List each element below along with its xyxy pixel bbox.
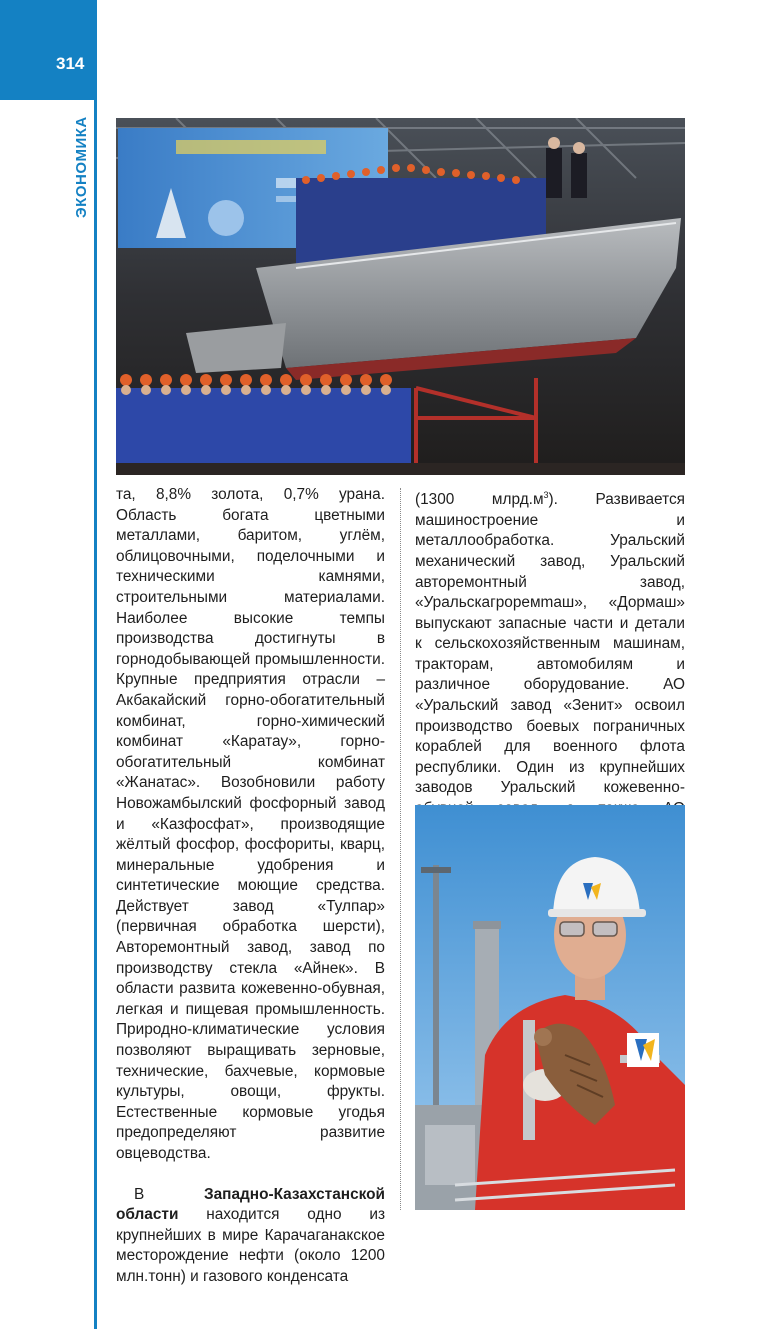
paragraph-2-prefix: В [134, 1185, 204, 1203]
left-paragraph-1: та, 8,8% золота, 0,7% урана. Область богата цветными металлами, баритом, углём, облицовочными, поделочными и техническими камнями, строительными материалами. Наиболее высокие темпы производства достигнуты в горнодобывающей промышленности. Крупные предприятия отрасли – Акбакайский горно-обогатительный комбинат, горно-химический комбинат «Каратау», горно-обогатительный комбинат «Жанатас». Возобновили работу Новожамбылский фосфорный завод и «Казфосфат», производящие жёлтый фосфор, фосфориты, кварц, минеральные удобрения и синтетические моющие средства. Действует завод «Тулпар» (первичная обработка шерсти), Авторемонтный завод, завод по производству стекла «Айнек». В области развита кожевенно-обувная, легкая и пищевая промышленность. Природно-климатические условия позволяют выращивать зерновые, технические, бахчевые, кормовые культуры, овощи, фрукты. Естественные кормовые угодья предопределяют развитие овцеводства. [116, 486, 385, 1162]
right-paragraph [415, 485, 685, 840]
oil-worker-photo [415, 805, 685, 1210]
side-accent-line [94, 100, 97, 1329]
paragraph-2-rest: находится одно из крупнейших в мире Карачаганакское месторождение нефти (около 1200 млн.тонн) и газового конденсата [116, 1206, 385, 1285]
region-name-bold: Западно-Казахстанской области [116, 1185, 385, 1224]
ship-launch-photo [116, 118, 685, 475]
column-divider [400, 488, 401, 1210]
right-text-rest: ). Развивается машиностроение и металлообработка. Уральский механический завод, Уральский авторемонтный завод, «Уральскагроремmаш», «Дормаш» выпускают запасные части и детали к сельскохозяйственным машинам, тракторам, автомобилям и различное оборудование. АО «Уральский завод «Зенит» освоил производство боевых пограничных кораблей для военного флота республики. Один из крупнейших заводов Уральский кожевенно- [415, 491, 685, 797]
left-paragraph-2 [116, 1185, 385, 1288]
left-text-column [116, 485, 385, 1288]
page-number: 314 [56, 54, 85, 73]
right-text-start: (1300 млрд.м [415, 491, 544, 509]
superscript: 3 [543, 490, 549, 500]
section-label-text: ЭКОНОМИКА [73, 116, 90, 218]
page-number-tab [0, 0, 97, 100]
right-text-column [415, 485, 685, 840]
